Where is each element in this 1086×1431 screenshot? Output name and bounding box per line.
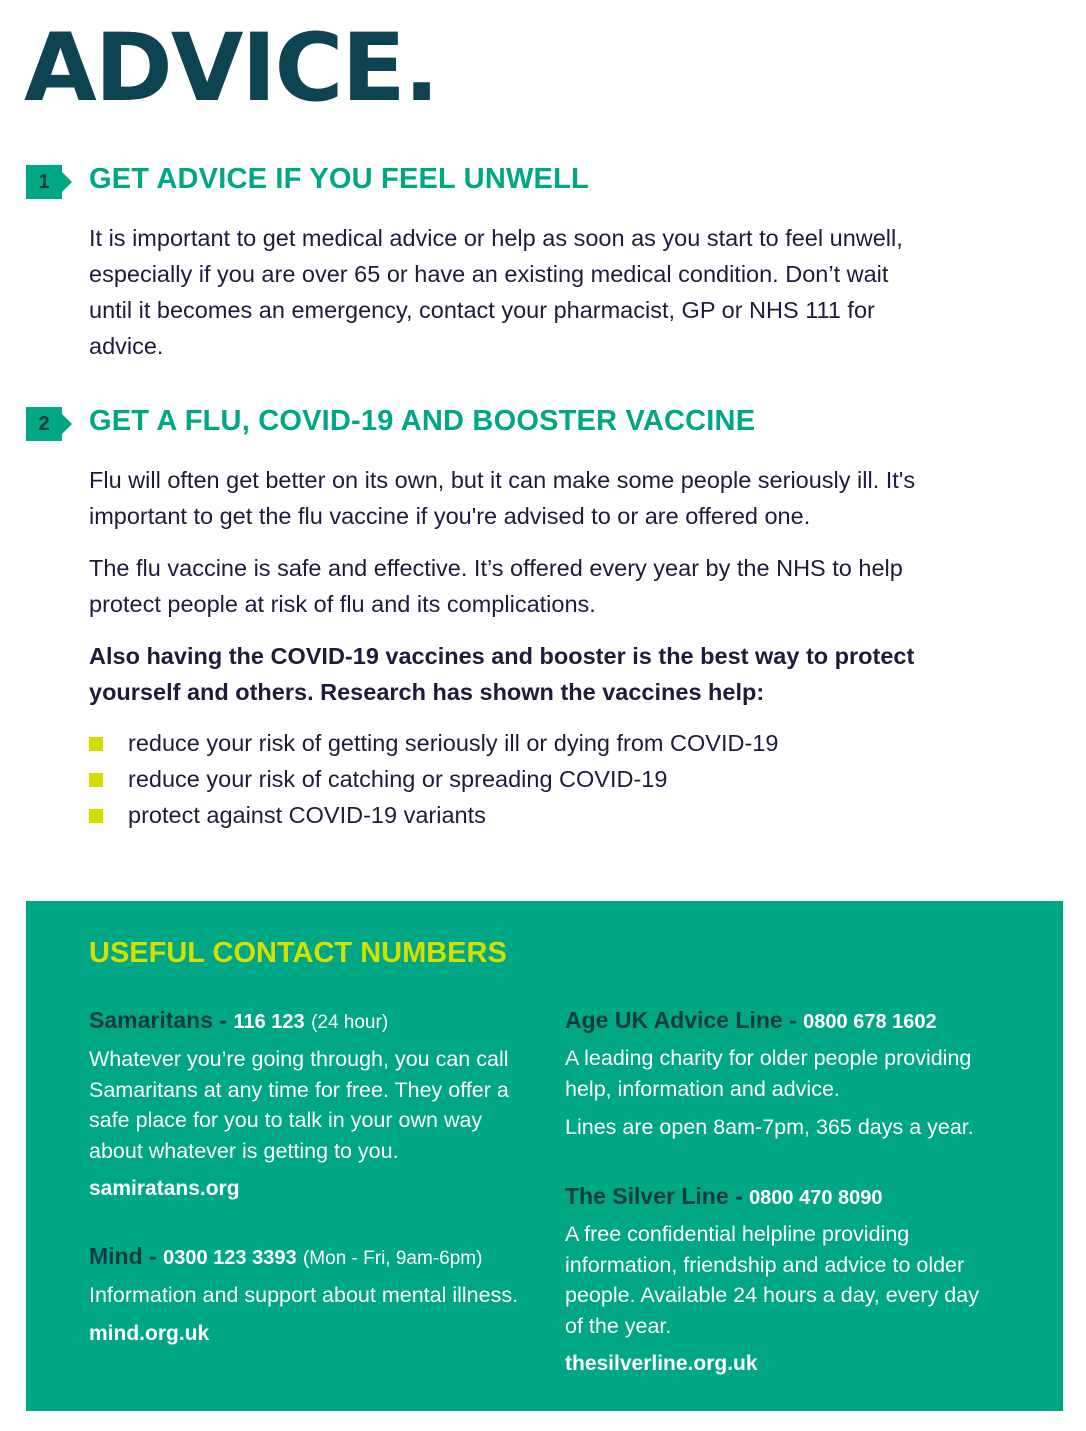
contact-name: Samaritans: [89, 1007, 214, 1033]
section-header: [0, 403, 1086, 447]
section-vaccine: [0, 403, 1086, 833]
section-bold-paragraph: Also having the COVID-19 vaccines and booster is the best way to protect yourself and others. Research has shown the vaccines help:: [89, 643, 915, 705]
contact-numbers-panel: [26, 901, 1063, 1411]
section-number: 2: [38, 413, 50, 435]
contact-phone[interactable]: 0300 123 3393: [163, 1247, 297, 1269]
contact-separator: -: [782, 1007, 804, 1033]
contact-heading: [89, 1005, 539, 1038]
list-item: [89, 797, 1086, 833]
contact-heading: [565, 1181, 1015, 1213]
section-paragraph: The flu vaccine is safe and effective. It’s offered every year by the NHS to help protect people at risk of flu and its complications.: [89, 555, 903, 617]
contact-name: The Silver Line: [565, 1183, 729, 1209]
section-number-badge: [26, 407, 62, 441]
section-paragraph: Flu will often get better on its own, but it can make some people seriously ill. It's important to get the flu vaccine if you're advised to or are offered one.: [89, 467, 916, 529]
list-item-text: protect against COVID-19 variants: [128, 802, 486, 828]
contact-silver-line: [565, 1181, 1015, 1379]
contact-heading: [565, 1005, 1015, 1037]
bullet-square-icon: [89, 809, 103, 823]
contact-heading: [89, 1241, 539, 1274]
contact-hours: (Mon - Fri, 9am-6pm): [302, 1248, 483, 1269]
contact-link[interactable]: mind.org.uk: [89, 1321, 210, 1345]
contact-separator: -: [213, 1007, 234, 1033]
page-title: ADVICE.: [24, 14, 438, 123]
section-number: 1: [38, 171, 50, 193]
contact-samaritans: [89, 1005, 539, 1204]
contact-hours-description: Lines are open 8am-7pm, 365 days a year.: [565, 1115, 974, 1139]
contact-description: Whatever you’re going through, you can call Samaritans at any time for free. They offer a safe place for you to talk in your own way about whatever is getting to you.: [89, 1047, 509, 1163]
list-item: [89, 761, 1086, 797]
contact-description: A free confidential helpline providing information, friendship and advice to older people. Available 24 hours a day, every day of the year.: [565, 1222, 979, 1338]
bullet-square-icon: [89, 773, 103, 787]
section-get-advice: [0, 161, 1086, 364]
section-heading: GET ADVICE IF YOU FEEL UNWELL: [89, 163, 589, 195]
section-number-badge: [26, 165, 62, 199]
contact-separator: -: [728, 1183, 750, 1209]
section-header: [0, 161, 1086, 205]
contact-description: A leading charity for older people providing help, information and advice.: [565, 1046, 972, 1101]
contact-phone[interactable]: 0800 470 8090: [749, 1187, 883, 1209]
vaccine-benefits-list: [89, 725, 1086, 833]
section-paragraph: It is important to get medical advice or help as soon as you start to feel unwell, especially if you are over 65 or have an existing medical condition. Don’t wait until it becomes an emergency, contact your pharmacist, GP or NHS 111 for advice.: [89, 225, 903, 359]
contact-name: Mind: [89, 1243, 143, 1269]
list-item-text: reduce your risk of catching or spreading COVID-19: [128, 766, 668, 792]
list-item: [89, 725, 1086, 761]
contact-panel-title: USEFUL CONTACT NUMBERS: [89, 937, 507, 969]
contact-hours: (24 hour): [311, 1012, 389, 1033]
bullet-square-icon: [89, 737, 103, 751]
contact-name: Age UK Advice Line: [565, 1007, 783, 1033]
contact-link[interactable]: thesilverline.org.uk: [565, 1352, 758, 1375]
contact-separator: -: [142, 1243, 164, 1269]
contact-link[interactable]: samiratans.org: [89, 1177, 240, 1200]
contact-phone[interactable]: 116 123: [233, 1011, 305, 1033]
contact-age-uk: [565, 1005, 1015, 1143]
section-heading: GET A FLU, COVID-19 AND BOOSTER VACCINE: [89, 405, 756, 437]
list-item-text: reduce your risk of getting seriously ill or dying from COVID-19: [128, 730, 779, 756]
contact-phone[interactable]: 0800 678 1602: [803, 1011, 937, 1033]
contact-mind: [89, 1241, 539, 1349]
contact-description: Information and support about mental illness.: [89, 1283, 519, 1307]
